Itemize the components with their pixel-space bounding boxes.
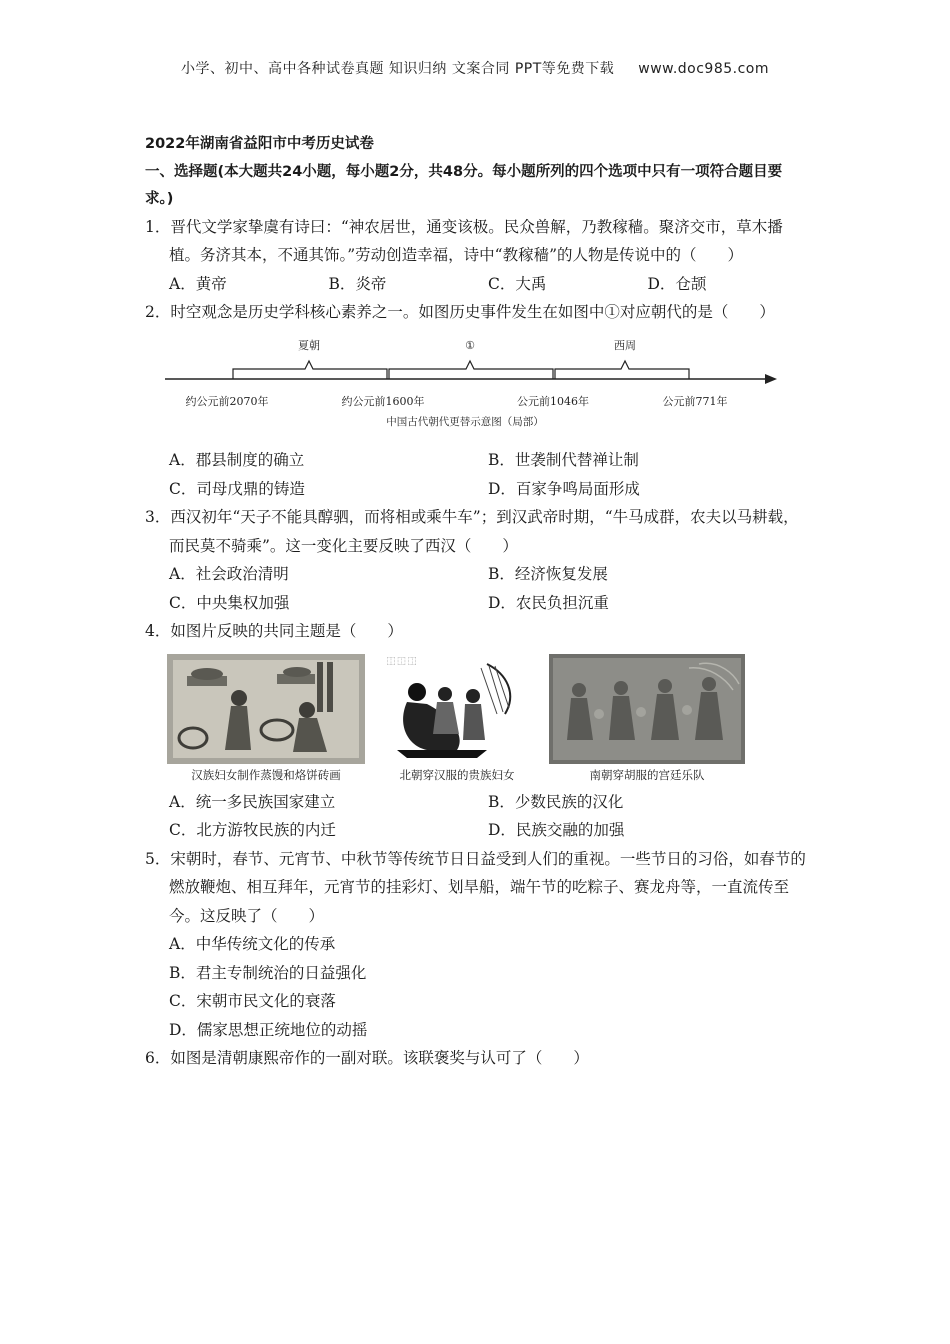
option-c: C．中央集权加强 (169, 593, 290, 612)
exam-title: 2022年湖南省益阳市中考历史试卷 (145, 136, 374, 152)
question-2: 2．时空观念是历史学科核心素养之一。如图历史事件发生在如图中①对应朝代的是（ ） (145, 303, 775, 321)
page-header (0, 58, 950, 78)
option-c: C．北方游牧民族的内迁 (169, 821, 336, 839)
brick-painting-image (167, 654, 365, 764)
option-b: B．世袭制代替禅让制 (488, 451, 639, 469)
header-url[interactable]: www.doc985.com (638, 61, 770, 77)
exam-content (145, 130, 807, 1073)
image-han-women (167, 654, 365, 784)
section-heading: 一、选择题(本大题共24小题，每小题2分，共48分。每小题所列的四个选项中只有一项符合题目要求。) (145, 163, 783, 207)
timeline-caption: 中国古代朝代更替示意图（局部） (386, 415, 544, 428)
question-5: 5．宋朝时，春节、元宵节、中秋节等传统节日日益受到人们的重视。一些节日的习俗，如春节的燃放鞭炮、相互拜年，元宵节的挂彩灯、划旱船，端午节的吃粽子、赛龙舟等，一直流传至今。这反映了（ ） (145, 849, 806, 925)
question-1-options (145, 270, 807, 299)
svg-text:⿰ ⿰ ⿰: ⿰ ⿰ ⿰ (387, 656, 417, 666)
option-a: A．统一多民族国家建立 (169, 792, 336, 811)
option-b: B．炎帝 (328, 274, 387, 293)
question-4-options (145, 788, 807, 817)
timeline-label-1: ① (465, 338, 475, 352)
image-caption: 汉族妇女制作蒸馒和烙饼砖画 (191, 767, 341, 782)
option-d: D．仓颉 (647, 274, 707, 293)
timeline-label-xizhou: 西周 (614, 338, 636, 352)
timeline-braces (233, 361, 689, 379)
question-3-options-row2 (145, 589, 807, 618)
question-3-options (145, 560, 807, 589)
option-a: A．中华传统文化的传承 (169, 935, 336, 953)
option-b: B．少数民族的汉化 (488, 792, 624, 811)
question-3: 3．西汉初年“天子不能具醇驷，而将相或乘牛车”；到汉武帝时期，“牛马成群，农夫以马耕载，而民莫不骑乘”。这一变化主要反映了西汉（ ） (145, 508, 799, 555)
question-4: 4．如图片反映的共同主题是（ ） (145, 622, 403, 640)
timeline-arrow (765, 374, 777, 384)
option-a: A．社会政治清明 (169, 565, 289, 583)
option-a: A．郡县制度的确立 (169, 451, 305, 469)
option-d: D．百家争鸣局面形成 (488, 479, 640, 498)
image-southern-band (549, 654, 745, 784)
option-c: C．大禹 (488, 274, 547, 293)
timeline-date-3: 公元前1046年 (517, 394, 589, 408)
option-d: D．儒家思想正统地位的动摇 (169, 1020, 368, 1039)
timeline-date-4: 公元前771年 (662, 394, 728, 408)
palace-band-image (549, 654, 745, 764)
timeline-diagram (165, 331, 785, 431)
option-b: B．君主专制统治的日益强化 (169, 963, 367, 982)
image-caption: 北朝穿汉服的贵族妇女 (399, 767, 515, 782)
option-a: A．黄帝 (169, 274, 227, 293)
question-6: 6．如图是清朝康熙帝作的一副对联。该联褒奖与认可了（ ） (145, 1049, 589, 1067)
image-northern-noblewoman (377, 654, 537, 784)
image-caption: 南朝穿胡服的宫廷乐队 (589, 767, 705, 782)
question-2-options-row2 (145, 475, 807, 504)
question-2-options (145, 446, 807, 475)
header-text: 小学、初中、高中各种试卷真题 知识归纳 文案合同 PPT等免费下载 (180, 61, 615, 77)
timeline-date-2: 约公元前1600年 (341, 394, 425, 408)
timeline-label-xia: 夏朝 (298, 338, 320, 352)
question-1: 1．晋代文学家挚虞有诗曰：“神农居世，通变该极。民众兽解，乃教稼穑。聚济交市，草木播植。务济其本，不通其饰。”劳动创造幸福，诗中“教稼穑”的人物是传说中的（ ） (145, 217, 783, 264)
question-4-images (167, 654, 807, 784)
noblewoman-image (377, 654, 537, 764)
option-b: B．经济恢复发展 (488, 565, 608, 583)
option-c: C．司母戊鼎的铸造 (169, 479, 305, 498)
option-d: D．民族交融的加强 (488, 821, 625, 839)
option-d: D．农民负担沉重 (488, 593, 609, 612)
option-c: C．宋朝市民文化的衰落 (169, 992, 336, 1010)
question-4-options-row2 (145, 816, 807, 845)
timeline-date-1: 约公元前2070年 (185, 394, 269, 408)
